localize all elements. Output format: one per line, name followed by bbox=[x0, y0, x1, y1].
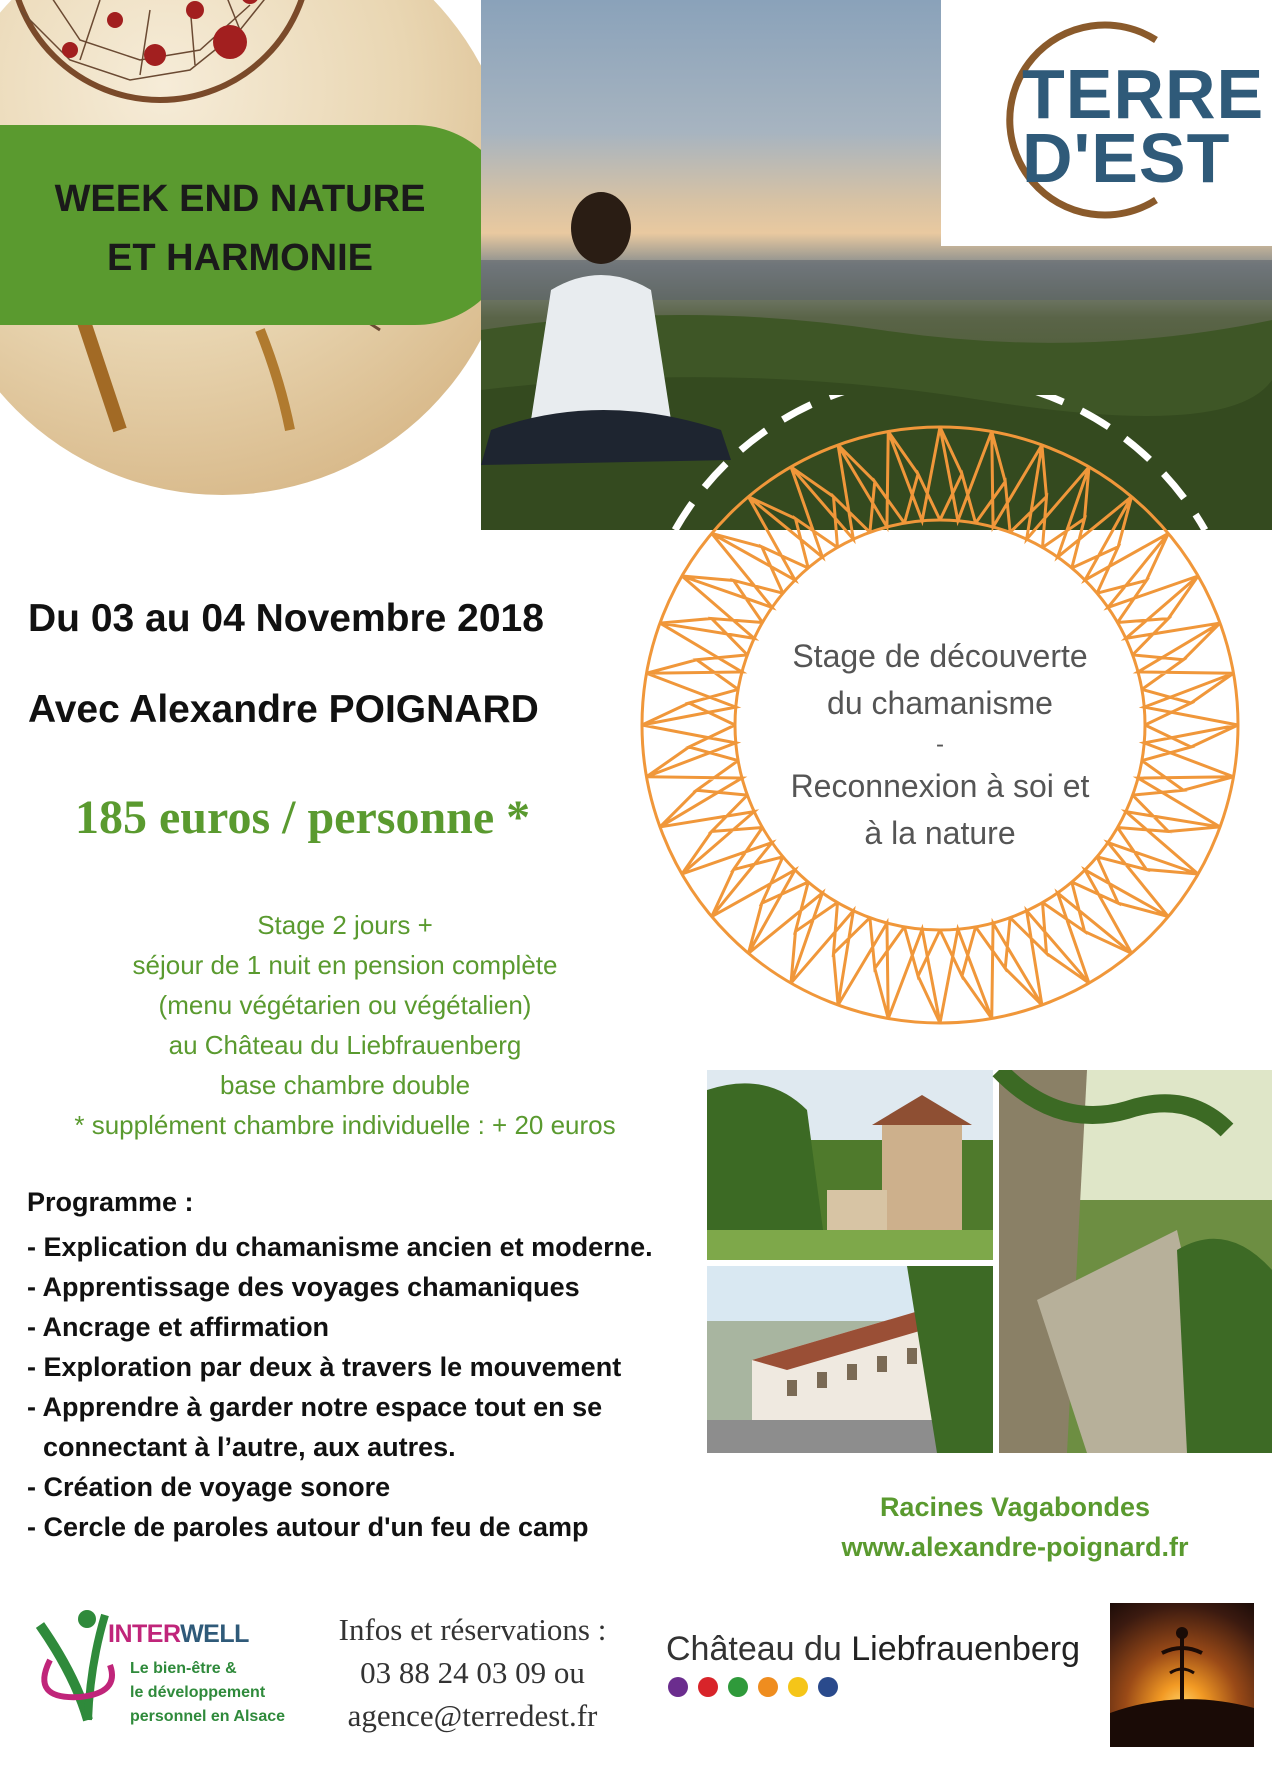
logo-line2: D'EST bbox=[1022, 119, 1231, 197]
program-item: - Création de voyage sonore bbox=[27, 1472, 391, 1502]
sunset-logo-image bbox=[1110, 1603, 1254, 1747]
infos-phone[interactable]: 03 88 24 03 09 ou bbox=[360, 1655, 585, 1690]
mandala-line2: du chamanisme bbox=[827, 685, 1053, 721]
interwell-tagline: Le bien-être & le développement personnel en Alsace bbox=[130, 1660, 286, 1725]
contact-info bbox=[315, 1608, 630, 1737]
details-line: base chambre double bbox=[219, 1070, 471, 1100]
details-line: (menu végétarien ou végétalien) bbox=[158, 990, 532, 1020]
logo-line1: TERRE bbox=[1022, 55, 1265, 133]
chateau-prefix: Château du bbox=[666, 1630, 852, 1668]
terre-dest-logo-text bbox=[1022, 55, 1265, 197]
details-line: au Château du Liebfrauenberg bbox=[168, 1030, 522, 1060]
infos-title: Infos et réservations : bbox=[338, 1612, 607, 1647]
details-line: séjour de 1 nuit en pension complète bbox=[132, 950, 558, 980]
event-price: 185 euros / personne * bbox=[75, 791, 531, 844]
color-dot bbox=[728, 1677, 748, 1697]
program-item: - Explication du chamanisme ancien et moderne. bbox=[27, 1232, 653, 1262]
color-dot bbox=[758, 1677, 778, 1697]
racines-url[interactable]: www.alexandre-poignard.fr bbox=[841, 1532, 1189, 1562]
banner-title bbox=[20, 170, 460, 288]
banner-title-line2: ET HARMONIE bbox=[107, 237, 373, 279]
interwell-brand: INTERWELL bbox=[108, 1620, 249, 1648]
program-list bbox=[27, 1227, 717, 1547]
chateau-color-dots bbox=[668, 1677, 848, 1702]
racines-name: Racines Vagabondes bbox=[879, 1492, 1151, 1522]
stay-details bbox=[30, 905, 660, 1145]
chateau-photo-collage bbox=[707, 1070, 1272, 1453]
infos-email[interactable]: agence@terredest.fr bbox=[347, 1698, 598, 1733]
program-item: - Cercle de paroles autour d'un feu de camp bbox=[27, 1512, 589, 1542]
chateau-name: Liebfrauenberg bbox=[851, 1630, 1081, 1668]
program-item: - Exploration par deux à travers le mouvement bbox=[27, 1352, 622, 1382]
program-title: Programme : bbox=[27, 1187, 194, 1217]
program-item: - Apprentissage des voyages chamaniques bbox=[27, 1272, 580, 1302]
color-dot bbox=[668, 1677, 688, 1697]
program-item: - Apprendre à garder notre espace tout en se connectant à l’autre, aux autres. bbox=[27, 1392, 603, 1462]
details-line: Stage 2 jours + bbox=[257, 910, 433, 940]
mandala-text bbox=[735, 633, 1145, 857]
mandala-separator: - bbox=[936, 731, 944, 758]
color-dot bbox=[698, 1677, 718, 1697]
event-dates: Du 03 au 04 Novembre 2018 bbox=[28, 597, 544, 640]
details-line: * supplément chambre individuelle : + 20 euros bbox=[74, 1110, 616, 1140]
banner-title-line1: WEEK END NATURE bbox=[54, 178, 426, 220]
racines-vagabondes bbox=[820, 1487, 1210, 1567]
mandala-line1: Stage de découverte bbox=[792, 638, 1088, 674]
mandala-line4: à la nature bbox=[864, 815, 1016, 851]
mandala-line3: Reconnexion à soi et bbox=[790, 768, 1090, 804]
color-dot bbox=[818, 1677, 838, 1697]
color-dot bbox=[788, 1677, 808, 1697]
interwell-logo bbox=[30, 1605, 310, 1725]
program-item: - Ancrage et affirmation bbox=[27, 1312, 330, 1342]
chateau-logo bbox=[666, 1630, 1080, 1669]
event-host: Avec Alexandre POIGNARD bbox=[28, 688, 539, 731]
